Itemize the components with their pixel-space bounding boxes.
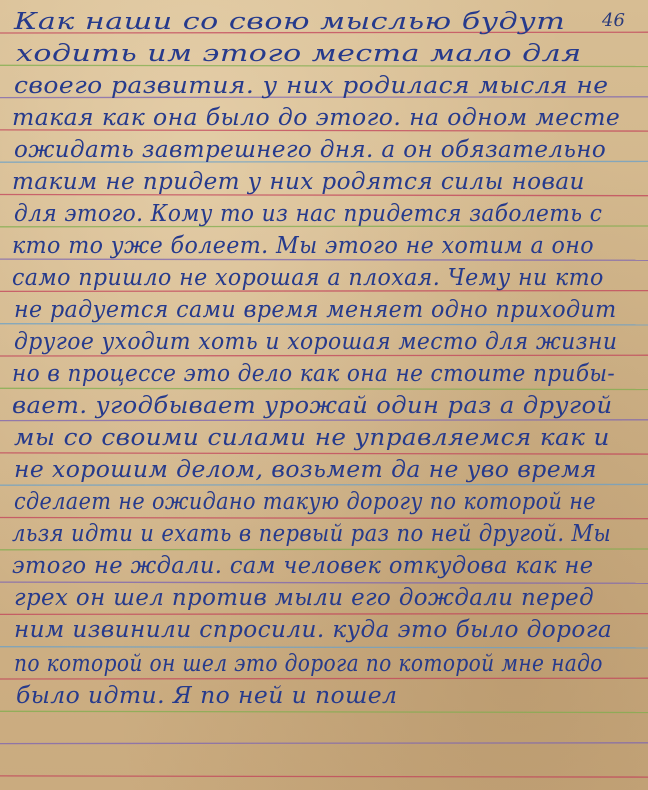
handwritten-line: по которой он шел это дорога по которой мне надо — [14, 651, 603, 677]
handwritten-line: ходить им этого места мало для — [16, 41, 582, 67]
page-number: 46 — [602, 10, 625, 31]
handwritten-line: ним извинили спросили. куда это было дорога — [14, 617, 613, 643]
handwritten-line: не хорошим делом, возьмет да не уво время — [14, 457, 597, 483]
handwritten-line: такая как она было до этого. на одном месте — [12, 105, 621, 131]
handwritten-line: вает. угодбывает урожай один раз а другой — [12, 393, 613, 419]
handwritten-line: таким не придет у них родятся силы новаи — [12, 169, 585, 195]
handwritten-line: этого не ждали. сам человек откудова как не — [12, 553, 594, 579]
handwritten-line: Как наши со свою мыслью будут — [14, 9, 566, 35]
handwritten-line: мы со своими силами не управляемся как и — [14, 425, 610, 451]
handwritten-line: льзя идти и ехать в первый раз по ней другой. Мы — [12, 521, 612, 547]
handwritten-line: ожидать завтрешнего дня. а он обязательно — [14, 137, 607, 163]
handwritten-line: другое уходит хоть и хорошая место для жизни — [14, 329, 618, 355]
handwritten-line: само пришло не хорошая а плохая. Чему ни кто — [12, 265, 604, 291]
handwritten-line: не радуется сами время меняет одно приходит — [14, 297, 617, 323]
handwritten-line: своего развития. у них родилася мысля не — [14, 73, 609, 99]
handwritten-line: было идти. Я по ней и пошел — [16, 683, 398, 709]
handwritten-line: для этого. Кому то из нас придется заболеть с — [14, 201, 603, 227]
handwritten-line: но в процессе это дело как она не стоите прибы- — [12, 361, 616, 387]
handwritten-line: сделает не ожидано такую дорогу по которой не — [14, 489, 596, 515]
handwritten-line: грех он шел против мыли его дождали перед — [14, 585, 595, 611]
handwritten-line: кто то уже болеет. Мы этого не хотим а оно — [12, 233, 595, 259]
